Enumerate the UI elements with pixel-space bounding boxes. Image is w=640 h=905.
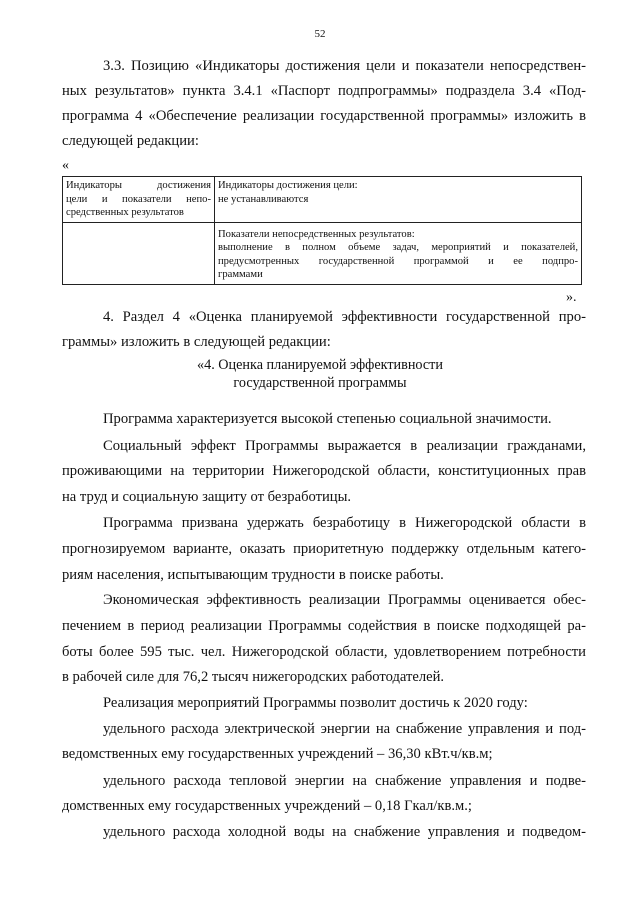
paragraph-4-line: граммы» изложить в следующей редакции:: [62, 334, 331, 350]
table-cell-line: Показатели непосредственных результатов:: [218, 228, 415, 240]
body-line: боты более 595 тыс. чел. Нижегородской области, удовлетворением потребности: [62, 644, 586, 660]
indicators-table: [62, 176, 582, 285]
body-line: удельного расхода холодной воды на снабжение управления и подведом-: [103, 824, 586, 840]
body-line: Реализация мероприятий Программы позволит достичь к 2020 году:: [103, 695, 528, 711]
table-cell-line: средственных результатов: [66, 207, 184, 218]
body-line: прогнозируемом варианте, оказать приоритетную поддержку отдельным катего-: [62, 541, 586, 557]
body-line: печением в период реализации Программы содействия в поиске подходящей ра-: [62, 618, 586, 634]
paragraph-3-3-line: 3.3. Позицию «Индикаторы достижения цели и показатели непосредствен-: [103, 58, 586, 74]
table-cell-line: Индикаторы достижения цели:: [218, 180, 358, 191]
table-cell-line: цели и показатели непо-: [66, 193, 211, 205]
paragraph-3-3-line: ных результатов» пункта 3.4.1 «Паспорт подпрограммы» подраздела 3.4 «Под-: [62, 83, 586, 99]
body-line: на труд и социальную защиту от безработицы.: [62, 489, 352, 505]
body-line: Программа характеризуется высокой степенью социальной значимости.: [103, 411, 552, 427]
table-cell-line: предусмотренных государственной программой и ее подпро-: [218, 255, 578, 267]
body-line: Программа призвана удержать безработицу в Нижегородской области в: [103, 515, 586, 531]
table-cell-line: выполнение в полном объеме задач, мероприятий и показателей,: [218, 242, 578, 253]
body-line: в рабочей силе для 76,2 тысяч нижегородских работодателей.: [62, 669, 445, 685]
body-line: удельного расхода тепловой энергии на снабжение управления и подве-: [103, 773, 586, 789]
paragraph-4-line: 4. Раздел 4 «Оценка планируемой эффективности государственной про-: [103, 309, 586, 325]
section-heading-line: «4. Оценка планируемой эффективности: [197, 357, 443, 373]
table-cell-line: не устанавливаются: [218, 193, 309, 205]
body-line: удельного расхода электрической энергии на снабжение управления и под-: [103, 721, 586, 737]
table-cell-empty: [63, 222, 215, 284]
table-cell-direct-results: [215, 222, 582, 284]
table-cell-line: Индикаторы достижения: [66, 180, 211, 191]
body-line: риям населения, испытывающим трудности в поиске работы.: [62, 567, 444, 583]
paragraph-3-3-line: программа 4 «Обеспечение реализации государственной программы» изложить в: [62, 108, 586, 124]
paragraph-3-3-line: следующей редакции:: [62, 133, 199, 149]
body-line: Социальный эффект Программы выражается в реализации гражданами,: [103, 438, 586, 454]
table-cell-indicators-label: [63, 177, 215, 223]
body-line: Экономическая эффективность реализации Программы оценивается обес-: [103, 592, 586, 608]
opening-quote: «: [62, 158, 69, 173]
page-number: 52: [314, 28, 326, 40]
table-cell-goal-indicators: [215, 177, 582, 223]
table-cell-line: граммами: [218, 269, 263, 280]
body-line: домственных ему государственных учреждений – 0,18 Гкал/кв.м.;: [62, 798, 472, 814]
body-line: проживающими на территории Нижегородской области, конституционных прав: [62, 463, 586, 479]
body-line: ведомственных ему государственных учреждений – 36,30 кВт.ч/кв.м;: [62, 746, 493, 762]
section-heading-line: государственной программы: [233, 375, 407, 391]
closing-quote: ».: [566, 290, 577, 305]
